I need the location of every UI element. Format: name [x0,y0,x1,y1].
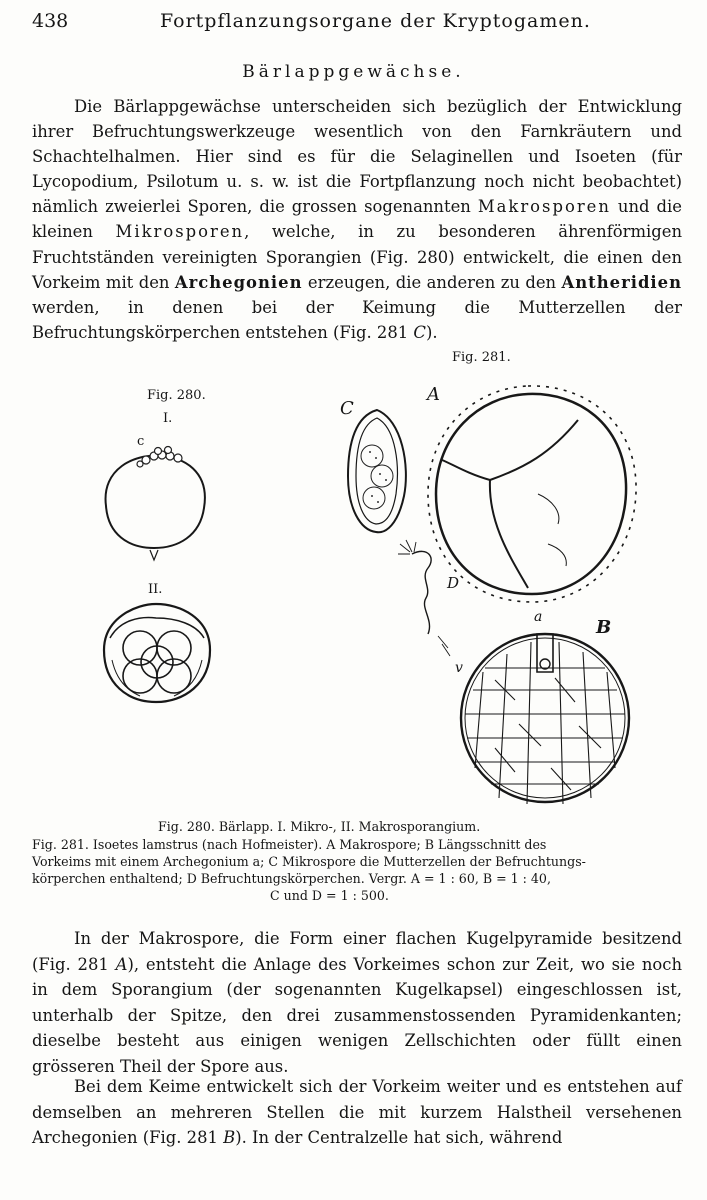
text-run: ). In der Centralzelle hat sich, während [235,1128,563,1147]
fig280-macrosporangium-illustration [96,598,216,708]
fig281-letter-b: B [596,617,612,638]
term-mikrosporen: Mikrosporen [115,222,245,242]
paragraph-intro [32,94,682,345]
text-run: werden, in denen bei der Keimung die Mutterzellen der Befruchtungskörperchen entstehen (Fig. 281 [32,297,682,342]
text-run: ), entsteht die Anlage des Vorkeimes schon zur Zeit, wo sie noch in dem Sporangium (der sogenannten Kugelkapsel) eingeschlossen ist, unterhalb der Spitze, den drei zusammenstossenden Pyramidenkanten; dieselbe besteht aus einigen wenigen Zellschichten oder füllt einen grösseren Theil der Spore aus. [32,954,683,1076]
text-run: erzeugen, die anderen zu den [302,272,562,292]
section-title: Bärlappgewächse. [242,62,465,82]
fig281-letter-small-a: a [534,609,543,625]
text-run: Die Bärlappgewächse unterscheiden sich bezüglich der Entwicklung ihrer Befruchtungswerkzeuge wesentlich von den Farnkräutern und Schachtelhalmen. Hier sind es für die Selaginellen und Isoeten (für Lycopodium, Psilotum u. s. w. ist die Fortpflanzung noch nicht beobachtet) nämlich zweierlei Sporen, die grossen sogenannten [32,97,682,217]
running-title: Fortpflanzungsorgane der Kryptogamen. [160,10,591,32]
caption-fig281-line3: körperchen enthaltend; D Befruchtungskörperchen. Vergr. A = 1 : 60, B = 1 : 40, [32,871,551,886]
fig280-title: Fig. 280. [147,388,206,403]
page-number: 438 [32,10,69,32]
fig281-microspore-illustration [342,406,412,536]
term-antheridien: Antheridien [561,272,682,292]
fig280-microsporangium-illustration [96,438,216,558]
page-header [32,10,677,38]
term-makrosporen: Makrosporen [477,197,611,217]
fig280-label-ii: II. [148,582,163,597]
figure-ref-a: A [115,954,128,974]
fig281-prothallium-section-illustration [455,628,635,808]
caption-fig281-line2: Vorkeims mit einem Archegonium a; C Mikrospore die Mutterzellen der Befruchtungs- [32,854,586,869]
fig281-letter-a: A [427,384,440,405]
fig280-label-i: I. [163,411,173,426]
text-run: und die kleinen [32,197,682,242]
fig280-label-c: c [137,434,145,449]
figure-ref-b: B [223,1128,236,1147]
paragraph-makrospore [32,926,682,1079]
fig281-letter-c: C [340,398,354,419]
figure-ref-c: C [413,322,426,342]
caption-fig281-line1: Fig. 281. Isoetes lamstrus (nach Hofmeister). A Makrospore; B Längsschnitt des [32,837,547,852]
text-run: , welche, in zu besonderen ährenförmigen Fruchtständen vereinigten Sporangien (Fig. 280) entwickelt, die einen den Vorkeim mit den [32,222,682,292]
paragraph-keime [32,1074,682,1151]
term-archegonien: Archegonien [174,272,303,292]
caption-fig281-line4: C und D = 1 : 500. [270,888,389,903]
text-run: In der Makrospore, die Form einer flachen Kugelpyramide besitzend (Fig. 281 [32,929,682,974]
fig281-letter-v: v [455,660,463,676]
text-run: ). [425,322,438,342]
text-run: Bei dem Keime entwickelt sich der Vorkeim weiter und es entstehen auf demselben an mehreren Stellen die mit kurzem Halstheil versehenen Archegonien (Fig. 281 [32,1077,682,1147]
fig281-letter-d: D [447,574,460,592]
fig281-title: Fig. 281. [452,350,511,365]
caption-fig280: Fig. 280. Bärlapp. I. Mikro-, II. Makrosporangium. [158,819,481,834]
